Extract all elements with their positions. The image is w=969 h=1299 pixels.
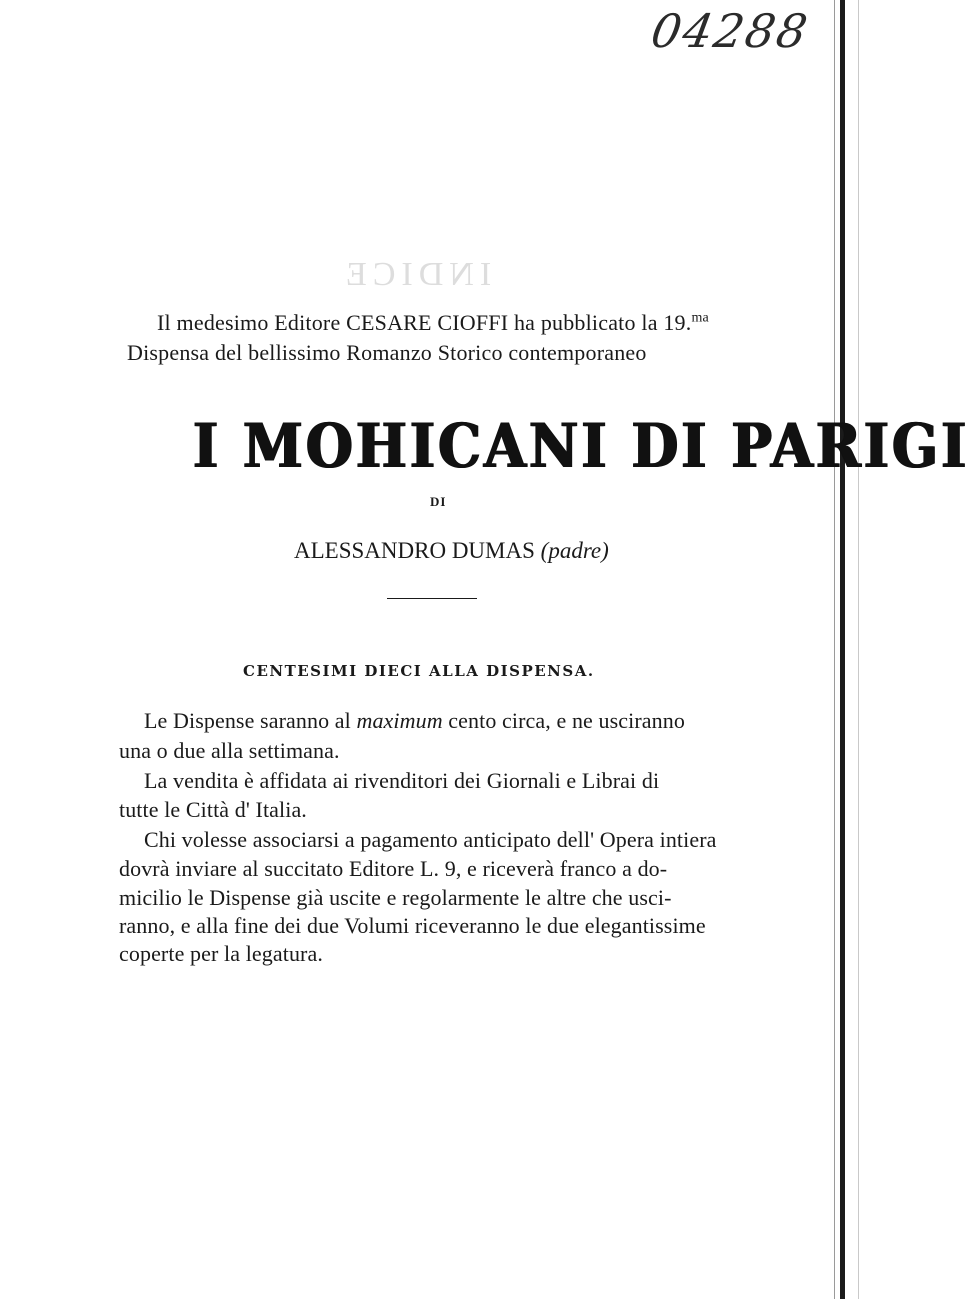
handwritten-archive-number: 04288 [647,4,814,58]
page-border-right-inner [834,0,835,1299]
paragraph-line-5: Chi volesse associarsi a pagamento anticipato dell' Opera intiera [144,827,717,852]
paragraph-line-6: dovrà inviare al succitato Editore L. 9, e riceverà franco a do- [119,856,668,881]
page-edge [858,0,859,1299]
paragraph-line-3: La vendita è affidata ai rivenditori dei Giornali e Librai di [144,768,660,793]
notice-line-2: Dispensa del bellissimo Romanzo Storico contemporaneo [127,340,647,365]
author-note: (padre) [540,538,609,563]
price-line: CENTESIMI DIECI ALLA DISPENSA. [243,662,595,680]
paragraph-line-1-b: cento circa, e ne usciranno [442,708,685,733]
notice-line-1-text: Il medesimo Editore CESARE CIOFFI ha pubblicato la 19. [157,310,692,335]
author-name: ALESSANDRO DUMAS [294,538,535,563]
by-word: DI [430,494,447,509]
divider-rule [387,598,477,599]
paragraph-line-1-a: Le Dispense saranno al [144,708,357,733]
paragraph-line-7: micilio le Dispense già uscite e regolarmente le altre che usci- [119,885,672,910]
paragraph-line-1 [144,708,685,734]
notice-line-1 [157,310,709,336]
novel-title: I MOHICANI DI PARIGI [193,410,969,482]
notice-ordinal: ma [691,310,709,326]
show-through-heading: INDICE [340,256,492,293]
author-line [294,538,609,564]
paragraph-line-9: coperte per la legatura. [119,941,323,966]
paragraph-line-4: tutte le Città d' Italia. [119,797,307,822]
paragraph-line-2: una o due alla settimana. [119,738,340,763]
paragraph-line-8: ranno, e alla fine dei due Volumi riceveranno le due elegantissime [119,913,706,938]
paragraph-line-1-italic: maximum [356,708,443,733]
page-border-right [840,0,845,1299]
